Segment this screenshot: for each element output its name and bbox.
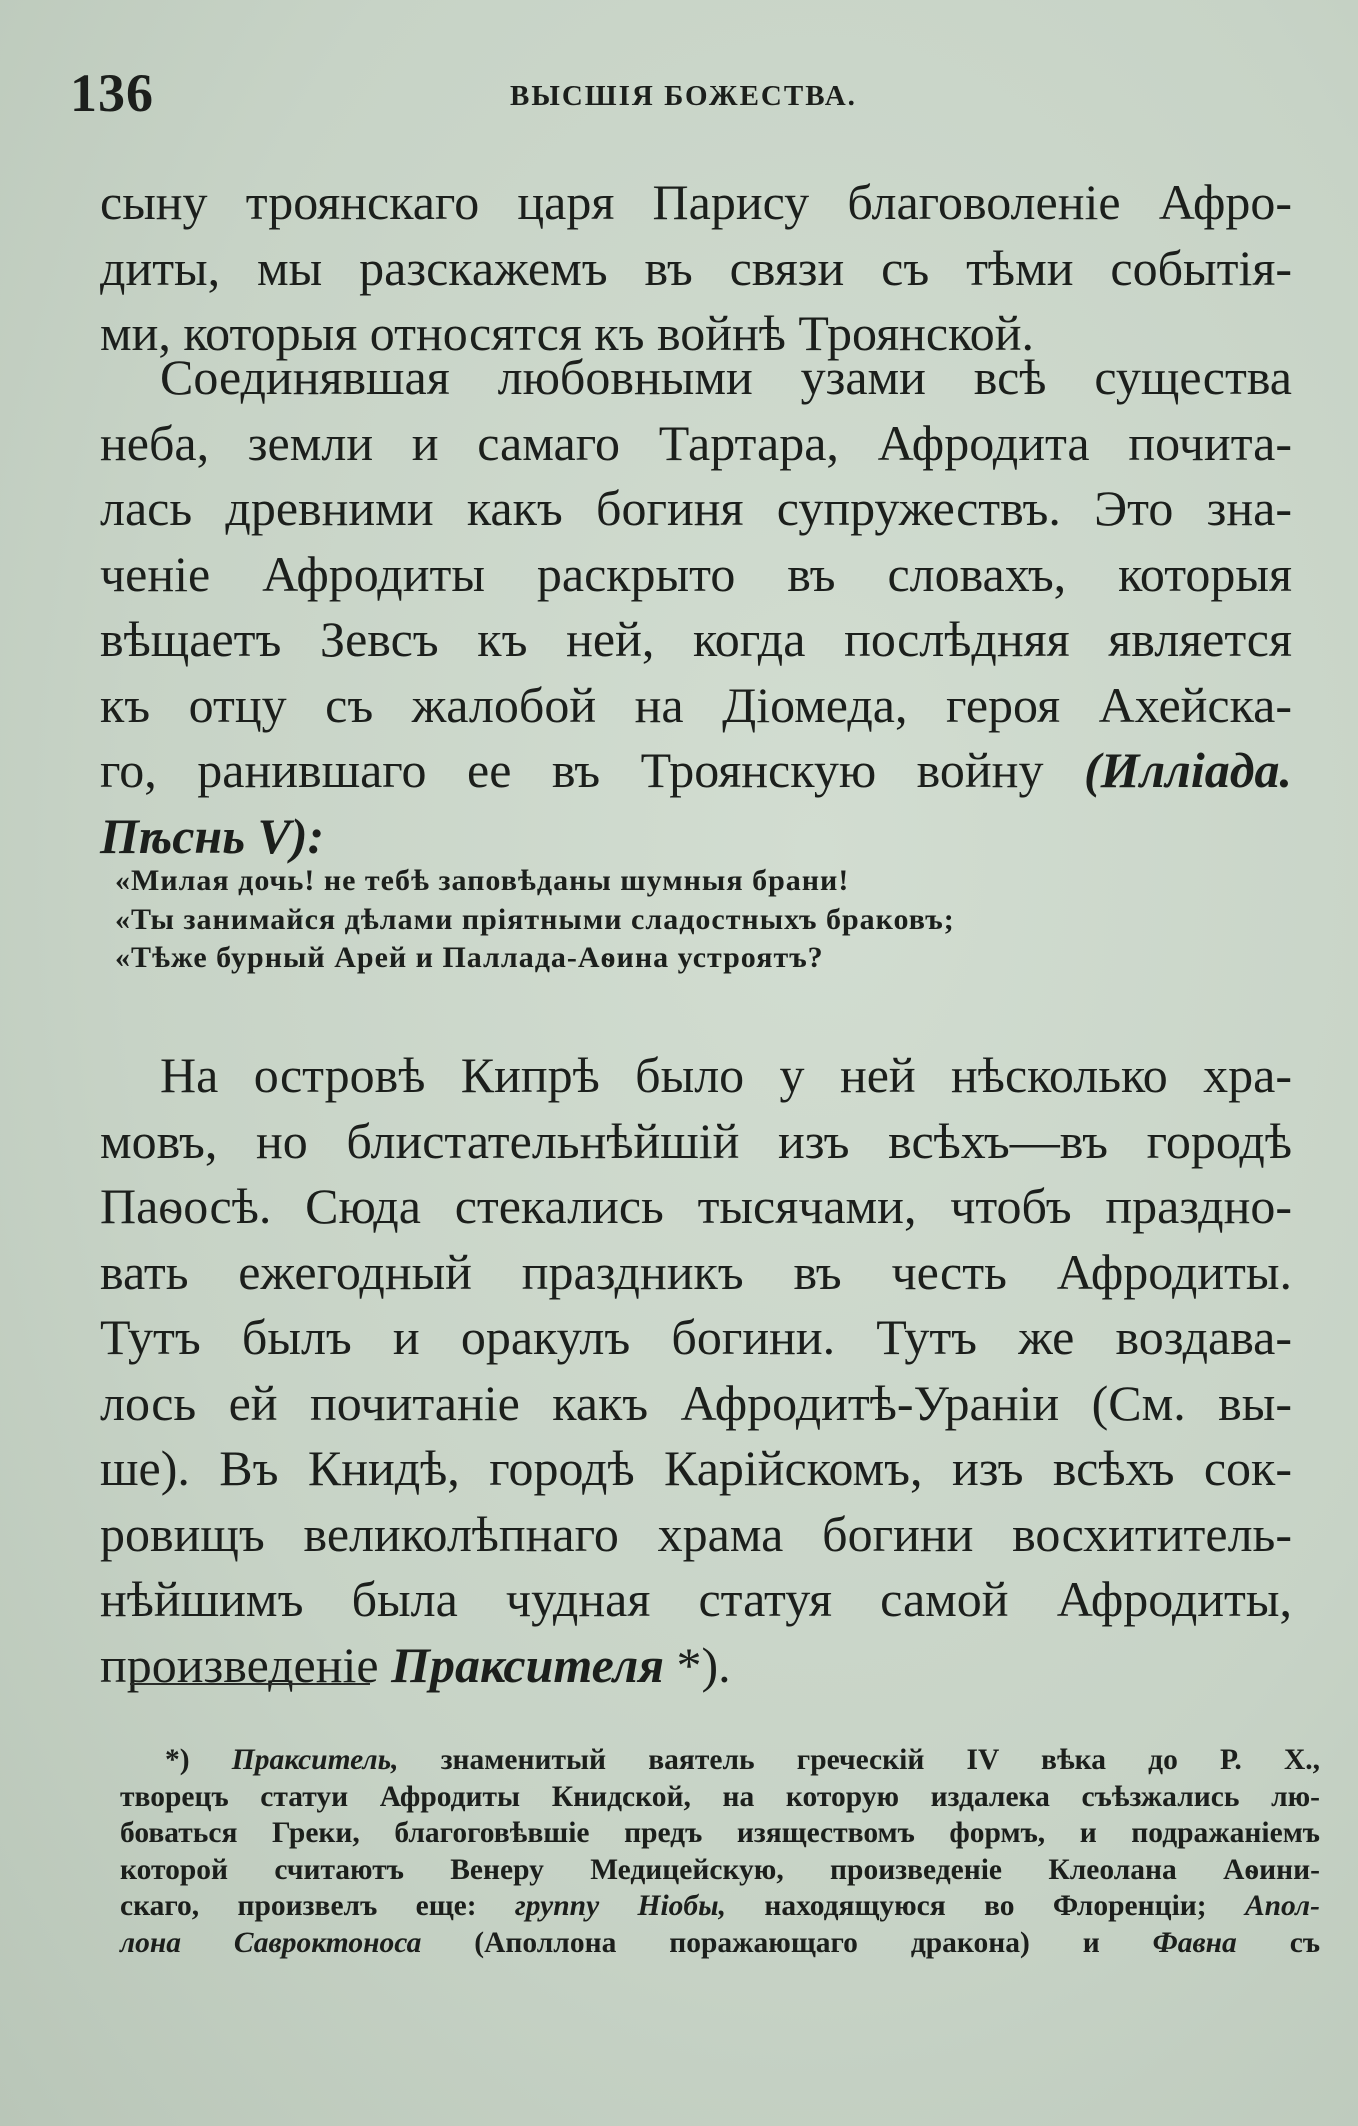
text-line: мовъ, но блистательнѣйшій изъ всѣхъ—въ городѣ (100, 1112, 1292, 1169)
text-line (100, 1633, 1292, 1699)
text-line: вѣщаетъ Зевсъ къ ней, когда послѣдняя является (100, 611, 1292, 667)
emphasized-text: лона Савроктоноса (120, 1926, 422, 1959)
text-line: ми, которыя относятся къ войнѣ Троянской. (100, 305, 1035, 361)
text-segment: скаго, произвелъ еще: (120, 1890, 477, 1923)
footnote-ref: *). (676, 1636, 731, 1693)
text-line: лась древними какъ богиня супружествъ. Это зна- (100, 480, 1292, 536)
text-line (100, 804, 1292, 870)
footnote-line: которой считаютъ Венеру Медицейскую, произведеніе Клеолана Аѳини- (120, 1853, 1320, 1886)
text-line: Соединявшая любовными узами всѣ существа (160, 349, 1292, 405)
text-line (100, 738, 1292, 804)
text-line: ше). Въ Книдѣ, городѣ Карійскомъ, изъ всѣхъ сок- (100, 1440, 1292, 1496)
text-line: ровищъ великолѣпнаго храма богини восхититель- (100, 1505, 1292, 1562)
emphasized-name: Праксителя (391, 1636, 665, 1693)
emphasized-text: Фавна (1152, 1926, 1237, 1959)
page-number: 136 (70, 63, 154, 123)
footnote-line: творецъ статуи Афродиты Книдской, на которую издалека съѣзжались лю- (120, 1780, 1320, 1813)
text-line: диты, мы разскажемъ въ связи съ тѣми событія- (100, 239, 1292, 296)
footnote-divider (130, 1683, 370, 1685)
text-line: Паѳосѣ. Сюда стекались тысячами, чтобъ праздно- (100, 1178, 1292, 1234)
text-line: ченіе Афродиты раскрыто въ словахъ, которыя (100, 545, 1292, 602)
footnote-name: Пракситель, (231, 1744, 399, 1776)
text-line: нѣйшимъ была чудная статуя самой Афродиты, (100, 1571, 1292, 1627)
footnote-marker: *) (165, 1744, 190, 1776)
footnote-line (120, 1888, 1320, 1925)
verse-quote (115, 862, 955, 978)
emphasized-text: Апол- (1244, 1890, 1320, 1923)
citation: (Илліада. (1083, 742, 1293, 798)
text-line: неба, земли и самаго Тартара, Афродита почита- (100, 414, 1292, 471)
paragraph-1 (100, 170, 1292, 367)
text-segment: находящуюся во Флоренціи; (764, 1890, 1207, 1923)
text-line: На островѣ Кипрѣ было у ней нѣсколько хра- (160, 1047, 1292, 1103)
text-segment: съ (1289, 1926, 1321, 1959)
text-line: сыну троянскаго царя Парису благоволеніе Афро- (100, 174, 1292, 230)
paragraph-3 (100, 1043, 1292, 1698)
text-line: Тутъ былъ и оракулъ богини. Тутъ же воздава- (100, 1309, 1292, 1365)
footnote-line (120, 1925, 1320, 1962)
page-header (70, 62, 1300, 122)
footnote (120, 1742, 1320, 1962)
footnote-line (120, 1742, 1320, 1779)
emphasized-text: группу Ніобы, (514, 1890, 726, 1923)
text-line: лось ей почитаніе какъ Афродитѣ-Ураніи (См. вы- (100, 1374, 1292, 1431)
citation: Пѣснь V): (100, 807, 325, 864)
paragraph-2 (100, 345, 1292, 869)
text-line: къ отцу съ жалобой на Діомеда, героя Ахейска- (100, 676, 1292, 733)
verse-line: «Милая дочь! не тебѣ заповѣданы шумныя брани! (115, 864, 850, 897)
text-segment: знаменитый ваятель греческій IV вѣка до Р. Х., (440, 1744, 1321, 1776)
running-head: ВЫСШІЯ БОЖЕСТВА. (510, 80, 857, 112)
text-segment: произведеніе (100, 1636, 379, 1693)
text-line: вать ежегодный праздникъ въ честь Афродиты. (100, 1243, 1292, 1300)
verse-line: «Тѣже бурный Арей и Паллада-Аѳина устроятъ? (115, 941, 824, 974)
text-segment: (Аполлона поражающаго дракона) и (474, 1926, 1100, 1959)
text-segment: го, ранившаго ее въ Троянскую войну (100, 742, 1044, 798)
verse-line: «Ты занимайся дѣлами пріятными сладостныхъ браковъ; (115, 902, 955, 936)
footnote-line: боваться Греки, благоговѣвшіе предъ изяществомъ формъ, и подражаніемъ (120, 1817, 1320, 1850)
